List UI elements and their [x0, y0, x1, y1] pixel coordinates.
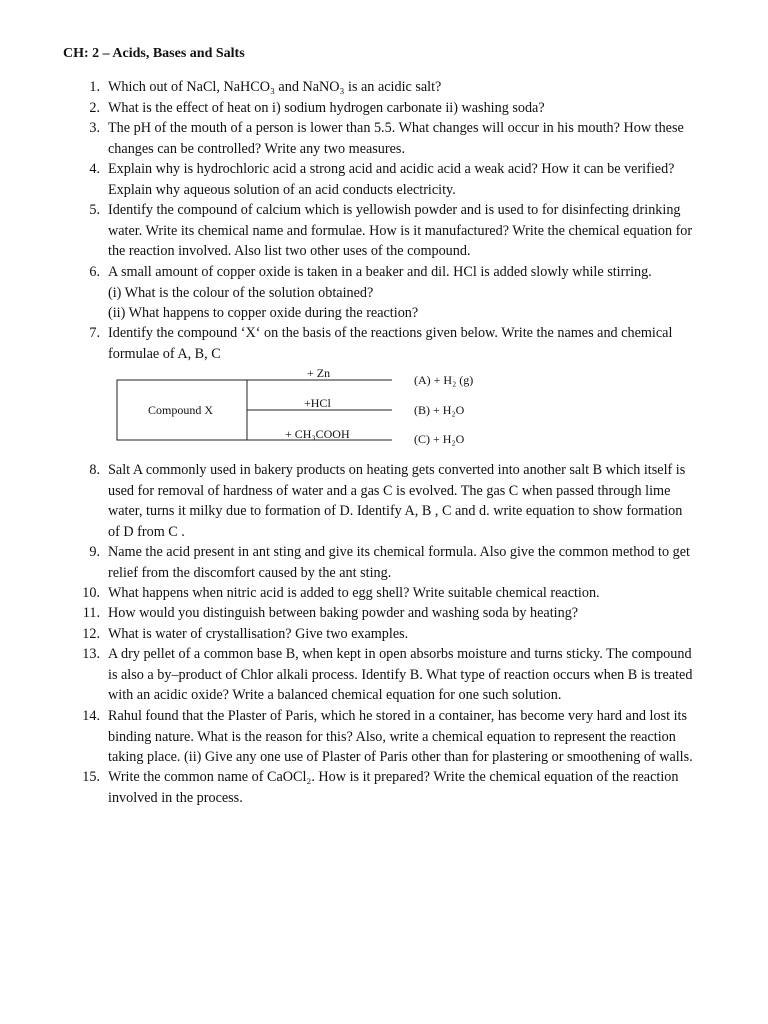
question-text: [108, 98, 733, 119]
question-text: [108, 624, 733, 645]
question-line: A dry pellet of a common base B, when kept in open absorbs moisture and turns sticky. The compound: [108, 646, 692, 662]
question-text: [108, 77, 733, 98]
question-line: Name the acid present in ant sting and give its chemical formula. Also give the common method to get: [108, 544, 690, 560]
reagent-hcl: +HCl: [304, 396, 331, 410]
question-line: How would you distinguish between baking powder and washing soda by heating?: [108, 605, 579, 621]
question-line: Write the common name of CaOCl₂. How is it prepared? Write the chemical equation of the reaction: [108, 769, 679, 785]
question-line: with an acidic oxide? Write a balanced chemical equation for one such solution.: [108, 687, 562, 703]
question-line: water. Write its chemical name and formulae. How is it manufactured? Write the chemical equation for: [108, 222, 693, 239]
question-number: 6.: [89, 264, 100, 280]
question-line: (i) What is the colour of the solution obtained?: [108, 284, 374, 301]
question-text: [108, 767, 733, 808]
question-number: 8.: [89, 462, 100, 478]
product-a: (A) + H₂ (g): [414, 373, 474, 387]
question-line: What happens when nitric acid is added to egg shell? Write suitable chemical reaction.: [108, 585, 600, 601]
question-line: The pH of the mouth of a person is lower than 5.5. What changes will occur in his mouth? How these: [108, 120, 684, 136]
question-number: 15.: [82, 769, 100, 785]
question-line: formulae of A, B, C: [108, 345, 221, 362]
question-text: [108, 460, 733, 542]
question-text: [108, 603, 733, 624]
question-line: Identify the compound ‘X‘ on the basis of the reactions given below. Write the names and chemical: [108, 325, 673, 341]
question-number: 14.: [82, 708, 100, 724]
question-line: Which out of NaCl, NaHCO₃ and NaNO₃ is an acidic salt?: [108, 79, 442, 95]
question-line: of D from C .: [108, 523, 185, 540]
question-line: taking place. (ii) Give any one use of Plaster of Paris other than for plastering or smoothening of walls.: [108, 749, 693, 765]
question-line: binding nature. What is the reason for this? Also, write a chemical equation to represent the reaction: [108, 728, 676, 745]
question-number: 3.: [89, 120, 100, 136]
question-text: [108, 542, 733, 583]
question-number: 4.: [89, 161, 100, 177]
question-line: used for removal of hardness of water and a gas C is evolved. The gas C when passed through lime: [108, 482, 671, 499]
question-line: (ii) What happens to copper oxide during the reaction?: [108, 305, 419, 321]
question-line: water, turns it milky due to formation of D. Identify A, B , C and d. write equation to show formation: [108, 503, 683, 519]
question-line: Explain why aqueous solution of an acid conducts electricity.: [108, 181, 456, 198]
question-line: A small amount of copper oxide is taken in a beaker and dil. HCl is added slowly while stirring.: [108, 264, 652, 280]
product-b: (B) + H₂O: [414, 403, 465, 417]
question-line: changes can be controlled? Write any two measures.: [108, 140, 405, 157]
page-title: CH: 2 – Acids, Bases and Salts: [63, 46, 245, 61]
question-line: What is the effect of heat on i) sodium hydrogen carbonate ii) washing soda?: [108, 100, 545, 116]
question-text: [108, 323, 733, 364]
question-text: [108, 706, 733, 768]
question-line: involved in the process.: [108, 789, 243, 806]
question-line: the reaction involved. Also list two other uses of the compound.: [108, 243, 471, 259]
question-number: 12.: [82, 626, 100, 642]
question-line: Salt A commonly used in bakery products on heating gets converted into another salt B which itself is: [108, 462, 686, 478]
question-number: 7.: [89, 325, 100, 341]
question-text: [108, 118, 733, 159]
question-text: [108, 583, 733, 604]
product-c: (C) + H₂O: [414, 432, 465, 446]
question-text: [108, 159, 733, 200]
question-line: relief from the discomfort caused by the ant sting.: [108, 564, 392, 581]
question-number: 5.: [89, 202, 100, 218]
question-line: What is water of crystallisation? Give two examples.: [108, 626, 409, 642]
question-number: 1.: [89, 79, 100, 95]
question-line: Rahul found that the Plaster of Paris, which he stored in a container, has become very hard and lost its: [108, 708, 687, 724]
question-text: [108, 200, 733, 262]
question-number: 13.: [82, 646, 100, 662]
reagent-ch3cooh: + CH₃COOH: [285, 427, 350, 441]
compound-label: Compound X: [148, 403, 214, 417]
question-number: 10.: [82, 585, 100, 601]
question-line: is also a by–product of Chlor alkali process. Identify B. What type of reaction occurs when B is treated: [108, 666, 693, 683]
question-number: 9.: [89, 544, 100, 560]
question-line: Explain why is hydrochloric acid a strong acid and acidic acid a weak acid? How it can be verified?: [108, 161, 675, 177]
question-number: 2.: [89, 100, 100, 116]
question-text: [108, 644, 733, 706]
question-number: 11.: [82, 605, 100, 621]
question-line: Identify the compound of calcium which is yellowish powder and is used to for disinfecting drinking: [108, 202, 681, 218]
reagent-zn: + Zn: [307, 366, 331, 380]
question-text: [108, 262, 733, 324]
